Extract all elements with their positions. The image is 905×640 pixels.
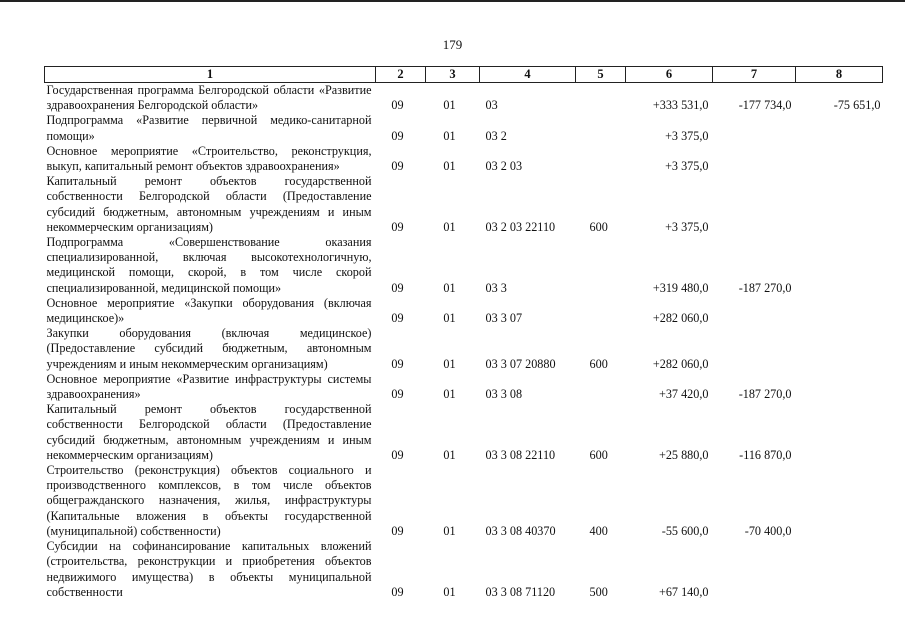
expense-type-code: 600 xyxy=(589,356,608,371)
column-header: 3 xyxy=(426,67,480,83)
amount-col7: -177 734,0 xyxy=(738,98,792,113)
section-code: 09 xyxy=(391,219,404,234)
row-name: Капитальный ремонт объектов государственной собственности Белгородской области (Предоставление субсидий бюджетным, автономным учреждениям и иным некоммерческим организациям) xyxy=(46,174,372,234)
row-name: Подпрограмма «Совершенствование оказания специализированной, включая высокотехнологичную, медицинской помощи, скорой, в том числе скорой специализированной, медицинской помощи» xyxy=(46,235,372,295)
amount-col8 xyxy=(796,296,883,326)
header-row xyxy=(45,67,883,83)
section-code: 09 xyxy=(391,98,404,113)
amount-col7 xyxy=(713,296,796,326)
column-header: 7 xyxy=(713,67,796,83)
subsection-code: 01 xyxy=(443,159,456,174)
top-border-line xyxy=(0,0,905,2)
expense-type-code xyxy=(576,113,626,143)
amount-col6: +3 375,0 xyxy=(665,219,709,234)
section-code: 09 xyxy=(391,387,404,402)
table-row xyxy=(45,539,883,600)
column-header: 8 xyxy=(796,67,883,83)
target-code: 03 2 03 xyxy=(485,159,523,174)
expense-type-code xyxy=(576,144,626,174)
amount-col7: -187 270,0 xyxy=(738,280,792,295)
section-code: 09 xyxy=(391,523,404,538)
target-code: 03 2 03 22110 xyxy=(485,219,556,234)
amount-col7 xyxy=(713,144,796,174)
row-name: Основное мероприятие «Развитие инфраструктуры системы здравоохранения» xyxy=(46,371,372,402)
subsection-code: 01 xyxy=(443,447,456,462)
section-code: 09 xyxy=(391,311,404,326)
section-code: 09 xyxy=(391,128,404,143)
section-code: 09 xyxy=(391,159,404,174)
row-name: Капитальный ремонт объектов государственной собственности Белгородской области (Предоставление субсидий бюджетным, автономным учреждениям и иным некоммерческим организациям) xyxy=(46,402,372,462)
expense-type-code: 400 xyxy=(589,523,608,538)
table-row xyxy=(45,463,883,539)
section-code: 09 xyxy=(391,447,404,462)
table-row xyxy=(45,144,883,174)
subsection-code: 01 xyxy=(443,311,456,326)
target-code: 03 3 xyxy=(485,280,507,295)
subsection-code: 01 xyxy=(443,584,456,599)
row-name: Государственная программа Белгородской области «Развитие здравоохранения Белгородской области» xyxy=(46,83,372,113)
column-header: 6 xyxy=(626,67,713,83)
expense-type-code: 600 xyxy=(589,219,608,234)
amount-col6: +282 060,0 xyxy=(652,356,709,371)
amount-col7 xyxy=(713,174,796,235)
row-name: Основное мероприятие «Закупки оборудования (включая медицинское)» xyxy=(46,295,372,326)
target-code: 03 3 07 20880 xyxy=(485,356,556,371)
amount-col8 xyxy=(796,402,883,463)
target-code: 03 3 08 40370 xyxy=(485,523,556,538)
table-row xyxy=(45,113,883,143)
row-name: Подпрограмма «Развитие первичной медико-санитарной помощи» xyxy=(46,113,372,143)
row-name: Основное мероприятие «Строительство, реконструкция, выкуп, капитальный ремонт объектов здравоохранения» xyxy=(46,143,372,174)
target-code: 03 3 07 xyxy=(485,311,523,326)
amount-col7: -116 870,0 xyxy=(739,447,792,462)
amount-col6: +282 060,0 xyxy=(652,311,709,326)
amount-col6: -55 600,0 xyxy=(661,523,709,538)
subsection-code: 01 xyxy=(443,128,456,143)
amount-col8 xyxy=(796,144,883,174)
target-code: 03 2 xyxy=(485,128,507,143)
amount-col7 xyxy=(713,539,796,600)
target-code: 03 3 08 71120 xyxy=(485,584,556,599)
row-name: Субсидии на софинансирование капитальных вложений (строительства, реконструкции и приобретения объектов недвижимого имущества) в объекты муниципальной собственности xyxy=(46,539,372,599)
subsection-code: 01 xyxy=(443,219,456,234)
table-row xyxy=(45,174,883,235)
amount-col8 xyxy=(796,539,883,600)
column-header: 4 xyxy=(480,67,576,83)
amount-col8 xyxy=(796,113,883,143)
expense-type-code xyxy=(576,372,626,402)
row-name: Строительство (реконструкция) объектов социального и производственного комплексов, в том числе объектов общегражданского назначения, жилья, инфраструктуры (Капитальные вложения в объекты государственной (муниципальной) собственности) xyxy=(46,463,372,538)
amount-col6: +319 480,0 xyxy=(652,280,709,295)
expense-type-code xyxy=(576,235,626,296)
amount-col7: -70 400,0 xyxy=(744,523,792,538)
amount-col6: +37 420,0 xyxy=(658,387,709,402)
subsection-code: 01 xyxy=(443,98,456,113)
table-row xyxy=(45,83,883,114)
amount-col6: +333 531,0 xyxy=(652,98,709,113)
amount-col7 xyxy=(713,113,796,143)
target-code: 03 xyxy=(485,98,498,113)
amount-col8 xyxy=(796,326,883,372)
amount-col7: -187 270,0 xyxy=(738,387,792,402)
subsection-code: 01 xyxy=(443,523,456,538)
subsection-code: 01 xyxy=(443,387,456,402)
amount-col6: +3 375,0 xyxy=(665,128,709,143)
section-code: 09 xyxy=(391,356,404,371)
subsection-code: 01 xyxy=(443,356,456,371)
subsection-code: 01 xyxy=(443,280,456,295)
amount-col6: +25 880,0 xyxy=(658,447,709,462)
expense-type-code xyxy=(576,296,626,326)
target-code: 03 3 08 xyxy=(485,387,523,402)
amount-col8 xyxy=(796,174,883,235)
table-row xyxy=(45,235,883,296)
amount-col8 xyxy=(796,463,883,539)
amount-col8: -75 651,0 xyxy=(833,98,881,113)
table-row xyxy=(45,372,883,402)
section-code: 09 xyxy=(391,280,404,295)
amount-col8 xyxy=(796,235,883,296)
table-row xyxy=(45,296,883,326)
amount-col6: +3 375,0 xyxy=(665,159,709,174)
expense-type-code: 600 xyxy=(589,447,608,462)
column-header: 2 xyxy=(376,67,426,83)
table-row xyxy=(45,402,883,463)
row-name: Закупки оборудования (включая медицинское) (Предоставление субсидий бюджетным, автономным учреждениям и иным некоммерческим организациям) xyxy=(46,326,372,371)
expense-type-code: 500 xyxy=(589,584,608,599)
amount-col7 xyxy=(713,326,796,372)
column-header: 1 xyxy=(45,67,376,83)
column-header: 5 xyxy=(576,67,626,83)
expense-type-code xyxy=(576,83,626,114)
table-row xyxy=(45,326,883,372)
target-code: 03 3 08 22110 xyxy=(485,447,556,462)
amount-col6: +67 140,0 xyxy=(658,584,709,599)
page-number: 179 xyxy=(442,37,463,52)
budget-table xyxy=(44,66,883,600)
section-code: 09 xyxy=(391,584,404,599)
amount-col8 xyxy=(796,372,883,402)
